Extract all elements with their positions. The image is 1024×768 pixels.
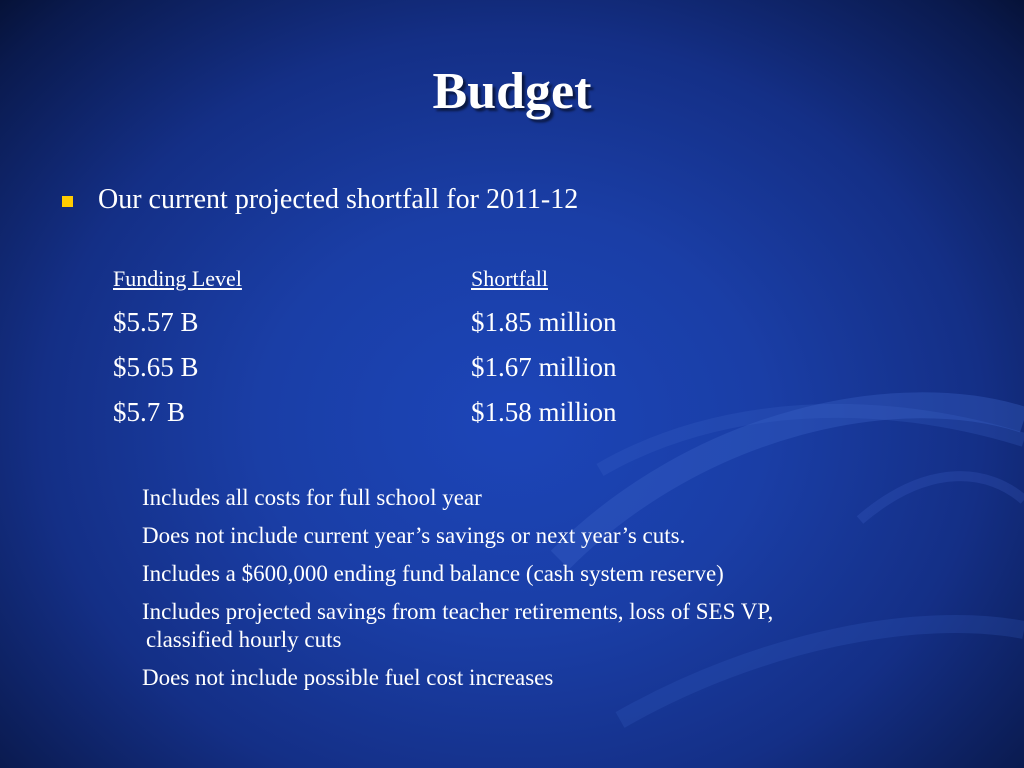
bullet-square-icon	[62, 196, 73, 207]
funding-level-header: Funding Level	[113, 266, 242, 291]
note-item: Does not include current year’s savings or next year’s cuts.	[142, 523, 686, 548]
note-item: Does not include possible fuel cost increases	[142, 665, 554, 690]
funding-level-cell: $5.7 B	[113, 397, 186, 427]
note-line-continued: classified hourly cuts	[146, 627, 342, 652]
budget-notes	[142, 484, 942, 702]
note-line: Includes projected savings from teacher retirements, loss of SES VP,	[142, 599, 774, 624]
funding-level-cell: $5.57 B	[113, 307, 199, 337]
note-item: Includes all costs for full school year	[142, 485, 482, 510]
bullet-text: Our current projected shortfall for 2011-12	[98, 184, 579, 215]
note-item	[142, 598, 942, 654]
slide-title: Budget	[432, 63, 592, 120]
shortfall-header: Shortfall	[471, 266, 548, 291]
shortfall-cell: $1.58 million	[471, 397, 617, 427]
main-bullet	[62, 184, 578, 216]
note-item: Includes a $600,000 ending fund balance (cash system reserve)	[142, 561, 724, 586]
shortfall-cell: $1.85 million	[471, 307, 617, 337]
shortfall-cell: $1.67 million	[471, 352, 617, 382]
funding-level-cell: $5.65 B	[113, 352, 199, 382]
